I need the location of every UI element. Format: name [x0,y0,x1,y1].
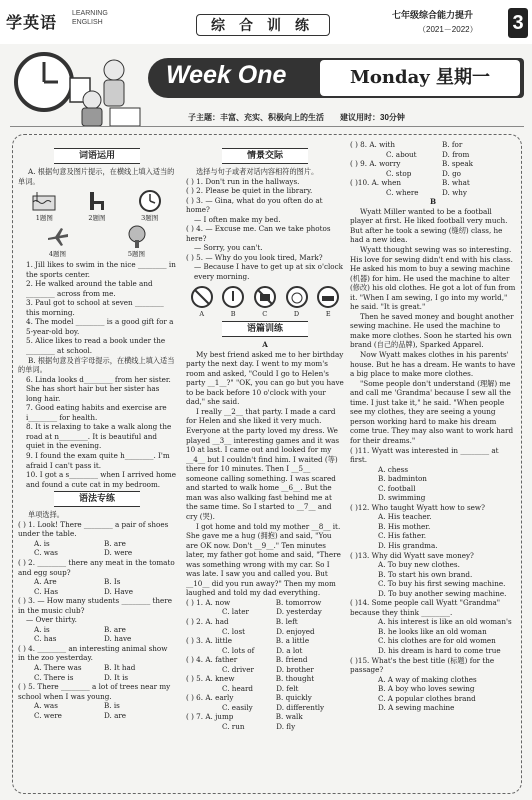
vocab-item-2: 2. He walked around the table and ________ across from me. [26,279,153,298]
vocab-item-3: 3. Paul got to school at seven ________ this morning. [26,298,164,317]
passage-a-para-3: I got home and told my mother __8__ it. She gave me a hug (拥抱) and said, "You are OK now. Don't __9__." Ten minutes later, my father got home and said, "There was something wrong with my car. So I was late. I saw you and called you. But __10__ did you run away?" Then my mom laughed and told my dad everything. [186,521,341,598]
series-name: 七年级综合能力提升 [392,10,474,20]
question-11: ( )11. Wyatt was interested in ________ at first. [350,445,499,465]
situation-line-5: ( ) 5. — Why do you look tired, Mark? [186,252,323,262]
picture-row-2 [18,224,176,258]
vocab-instruction-a: A. 根据句意及图片提示，在横线上填入适当的单词。 [18,167,175,186]
passage-b-para-1: Wyatt Miller wanted to be a football player at first. He liked football very much. But after he took a sewing (缝纫) class, he had a new idea. [350,206,508,245]
situation-line-3-reply: — I often make my bed. [194,214,281,224]
section-title: 综 合 训 练 [196,14,330,36]
grammar-q3-reply: — Over thirty. [26,615,77,625]
swimming-pool-icon [31,188,57,214]
no-running-icon [190,285,214,309]
logo: 学英语 [6,13,58,32]
situation-instruction: 选择与句子或者对话内容相符的图片。 [196,167,319,176]
logo-english: LEARNING ENGLISH [72,10,108,26]
passage-b-label: B [429,197,437,207]
cloze-option-row: ( ) 1. A. now B. tomorrow [186,597,322,607]
quiet-icon [221,285,245,309]
pic-4: 4题图 [43,224,73,258]
passage-a-label: A [262,340,268,350]
column-right: ( ) 8. A. with B. for C. about D. from ( ) 9. A. worry B. speak C. stop D. go ( )10. A. when B. what C. where D. why B Wyatt Miller wanted to be a football player at first. He liked football very much. But after he took a sewing (缝纫) class, he had a new idea. Wyatt thought sewing was so interesting. His love for sewing didn't end with his class. He asked his mom to buy a sewing machine (机器) for him. He used the machine to alter (修改) his old clothes. He got a lot of fun from it. "When I am sewing, I go into my world," he said. "It is great." Then he saved money and bought another sewing machine. He used the machine to make more clothes. Soon he started his own brand (自己的品牌), Sparked Apparel. Now Wyatt makes clothes in his parents' house. But he has a dream. He wants to have a big place to make more clothes. "Some people don't understand (理解) me and call me 'Grandma' because I sew all the time. I just take it," he said. "When people see my clothes, they are seeing a young person working hard to make his dream come true. They may also want to work hard for their dreams." ( )11. Wyatt was interested in ________ at first. A. chess B. badminton C. football D. swimming ( )12. Who taught Wyatt how to sew? A. His teacher. B. His mother. C. His father. D. His grandma. ( )13. Why did Wyatt save money? A. To buy new clothes. B. To start his own brand. C. To buy his first sewing machine. D. To buy another sewing machine. ( )14. Some people call Wyatt "Grandma" because they think ________. A. his interest is like an old woman's B. he looks like an old woman C. his clothes are for old women D. his dream is hard to come true ( )15. What's the best title (标题) for the passage? A. A way of making clothes B. A boy who loves sewing C. A popular clothes brand D. A sewing machine [350,140,516,713]
column-left: 词语运用 A. 根据句意及图片提示，在横线上填入适当的单词。 1题图 2题图 3题图 4题图 5题图 1. Jill likes to swim in the nice ________ in the sports center. 2. He walked around the table and ________ across from me. 3. Paul got to school at seven ________ this morning. 4. The model ________ is a good gift for a 5-year-old boy. 5. Alice likes to read a book under the ________ at school. B. 根据句意及首字母提示，在横线上填入适当的单词。 6. Linda looks d________ from her sister. She has short hair but her sister has long hair. 7. Good eating habits and exercise are i________ for health. 8. It is relaxing to take a walk along the road at n________. It is beautiful and quiet in the evening. 9. I found the exam quite h________. I'm afraid I can't pass it. 10. I got a s________ when I arrived home and found a cute cat in my bedroom. 语法专练 单项选择。 ( ) 1. Look! There ________ a pair of shoes under the table. A. is B. are C. was D. were ( ) 2. ________ there any meat in the tomato and egg soup? A. Are B. Is C. Has D. Have ( ) 3. — How many students ________ there in the music club? — Over thirty. A. is B. are C. has D. have ( ) 4. ________ an interesting animal show in the zoo yesterday. A. There was B. It had C. There is D. It is ( ) 5. There ________ a lot of trees near my school when I was young. A. was B. is C. were D. are [18,146,176,720]
situation-line-3: ( ) 3. — Gina, what do you often do at home? [186,195,323,215]
grammar-q3-options: A. is B. are [34,624,126,634]
grammar-q4-options: A. There was B. It had [34,662,136,672]
grammar-q2-options: A. Are B. Is [34,577,121,587]
situation-line-4-reply: — Sorry, you can't. [194,243,263,253]
grammar-q5-options: A. was B. is [34,701,120,711]
column-middle: 情景交际 选择与句子或者对话内容相符的图片。 ( ) 1. Don't run in the hallways. ( ) 2. Please be quiet in the library. ( ) 3. — Gina, what do you often do at home? — I often make my bed. ( ) 4. — Excuse me. Can we take photos here? — Sorry, you can't. ( ) 5. — Why do you look tired, Mark? — Because I have to get up at six o'clock every morning. A B C D E 语篇训练 A My best friend asked me to her birthday party the next day. I went to my mom's room and asked, "Could I go to Helen's party __1__?" "OK, you can go but you have to be back before 10 o'clock with your dad," she said. I really __2__ that party. I made a card for Helen and she liked it very much. Everyone at the party loved my dress. We played __3__ interesting games and it was 10 at last. I came out and looked for my __4__ but I couldn't find him. I waited (等) there for 10 minutes. Then I __5__ someone calling something. I was scared and started to walk home __6__. But the man was also walking fast behind me at the same time. So I started to __7__ and cry (哭). I got home and told my mother __8__ it. She gave me a hug (拥抱) and said, "You are OK now. Don't __9__." Ten minutes later, my father got home and said, "There was something wrong with my car. So I was late. I saw you and called you. But __10__ did you run away?" Then my mom laughed and told my dad everything. ( ) 1. A. now B. tomorrow C. later D. yesterday ( ) 2. A. had B. left C. lost D. enjoyed ( ) 3. A. little B. a little C. lots of D. a lot ( ) 4. A. father B. friend C. driver D. brother ( ) 5. A. knew B. thought C. heard D. felt ( ) 6. A. early B. quickly C. easily D. differently ( ) 7. A. jump B. walk C. run D. fly [186,146,344,732]
grammar-q1-options: A. is B. are [34,538,126,548]
grammar-q2: ( ) 2. ________ there any meat in the tomato and egg soup? [18,557,175,577]
grammar-q3: ( ) 3. — How many students ________ there in the music club? [18,596,172,615]
grammar-q4: ( ) 4. ________ an interesting animal show in the zoo yesterday. [18,643,168,663]
school-year: （2021－2022） [418,25,478,34]
alarm-clock-icon [285,285,309,309]
vocab-item-10: 10. I got a s________ when I arrived home and found a cute cat in my bedroom. [26,470,176,489]
day-title: Monday 星期一 [320,60,520,96]
question-15: ( )15. What's the best title (标题) for the passage? [350,655,495,675]
passage-a-para-1: My best friend asked me to her birthday party the next day. I went to my mom's room and asked, "Could I go to Helen's party __1__?" "OK, you can go but you have to be back before 10 o'clock with your dad," she said. [186,349,344,407]
vocab-item-4: 4. The model ________ is a good gift for a 5-year-old boy. [26,317,174,336]
grammar-q1: ( ) 1. Look! There ________ a pair of shoes under the table. [18,519,169,539]
vocab-heading: 词语运用 [54,148,140,164]
vocab-item-6: 6. Linda looks d________ from her sister. She has short hair but her sister has long hair. [26,374,171,403]
week-title: Week One [166,61,287,89]
situation-pictures [186,285,344,309]
tree-icon [124,224,150,250]
question-13: ( )13. Why did Wyatt save money? [350,550,474,560]
vocab-item-7: 7. Good eating habits and exercise are i________ for health. [26,403,167,422]
grammar-heading: 语法专练 [54,491,140,507]
pic-2: 2题图 [82,188,112,222]
question-14: ( )14. Some people call Wyatt "Grandma" because they think ________. [350,598,501,617]
passage-a-para-2: I really __2__ that party. I made a card for Helen and she liked it very much. Everyone at the party loved my dress. We played __3__ interesting games and it was 10 at last. I came out and looked for my __4__ but I couldn't find him. I waited (等) there for 10 minutes. Then I __5__ someone calling something. I was scared and started to walk home __6__. But the man was also walking fast behind me at the same time. So I started to __7__ and cry (哭). [186,406,340,521]
situation-line-5-reply: — Because I have to get up at six o'clock every morning. [194,262,343,282]
situation-heading: 情景交际 [222,148,308,164]
no-camera-icon [253,285,277,309]
model-plane-icon [45,224,71,250]
make-bed-icon [316,285,340,309]
situation-letters: A B C D E [199,309,331,318]
situation-line-2: ( ) 2. Please be quiet in the library. [186,186,313,196]
pic-5: 5题图 [122,224,152,258]
subtitle-line: 子主题：丰富、充实、积极向上的生活 建议用时：30分钟 [188,113,405,122]
situation-line-1: ( ) 1. Don't run in the hallways. [186,176,300,186]
chair-icon [84,188,110,214]
page-number: 3 [508,8,528,38]
pic-1: 1题图 [29,188,59,222]
vocab-item-5: 5. Alice likes to read a book under the ________ at school. [26,336,166,356]
grammar-q5: ( ) 5. There ________ a lot of trees near my school when I was young. [18,682,171,701]
question-12: ( )12. Who taught Wyatt how to sew? [350,502,485,512]
grammar-instruction: 单项选择。 [28,510,64,520]
passage-b-para-4: Now Wyatt makes clothes in his parents' house. But he has a dream. He wants to have a big place to make more clothes. [350,350,516,379]
clock-icon [137,188,163,214]
pic-3: 3题图 [135,188,165,222]
passage-b-para-5: "Some people don't understand (理解) me and call me 'Grandma' because I sew all the time. I just take it," he said. "When people see my clothes, they are seeing a young person working hard to make his dream come true. They may also want to work hard for their dreams." [350,378,514,445]
picture-row-1 [18,188,176,222]
passage-b-para-3: Then he saved money and bought another sewing machine. He used the machine to make more clothes. Soon he started his own brand (自己的品牌), Sparked Apparel. [350,311,514,350]
situation-line-4: ( ) 4. — Excuse me. Can we take photos here? [186,224,331,243]
clock-and-children-illustration [10,48,150,130]
vocab-instruction-b: B. 根据句意及首字母提示，在横线上填入适当的单词。 [18,355,175,375]
passage-b-para-2: Wyatt thought sewing was so interesting. His love for sewing didn't end with his class. He asked his mom to buy a sewing machine (机器) for him. He used the machine to alter (修改) his old clothes. He got a lot of fun from it. "When I am sewing, I go into my world," he said. "It is great." [350,245,516,312]
divider [10,126,524,127]
vocab-item-9: 9. I found the exam quite h________. I'm afraid I can't pass it. [26,451,170,470]
vocab-item-8: 8. It is relaxing to take a walk along the road at n________. It is beautiful and quiet in the evening. [26,422,172,451]
vocab-item-1: 1. Jill likes to swim in the nice ________ in the sports center. [26,260,176,279]
reading-heading: 语篇训练 [222,321,308,337]
